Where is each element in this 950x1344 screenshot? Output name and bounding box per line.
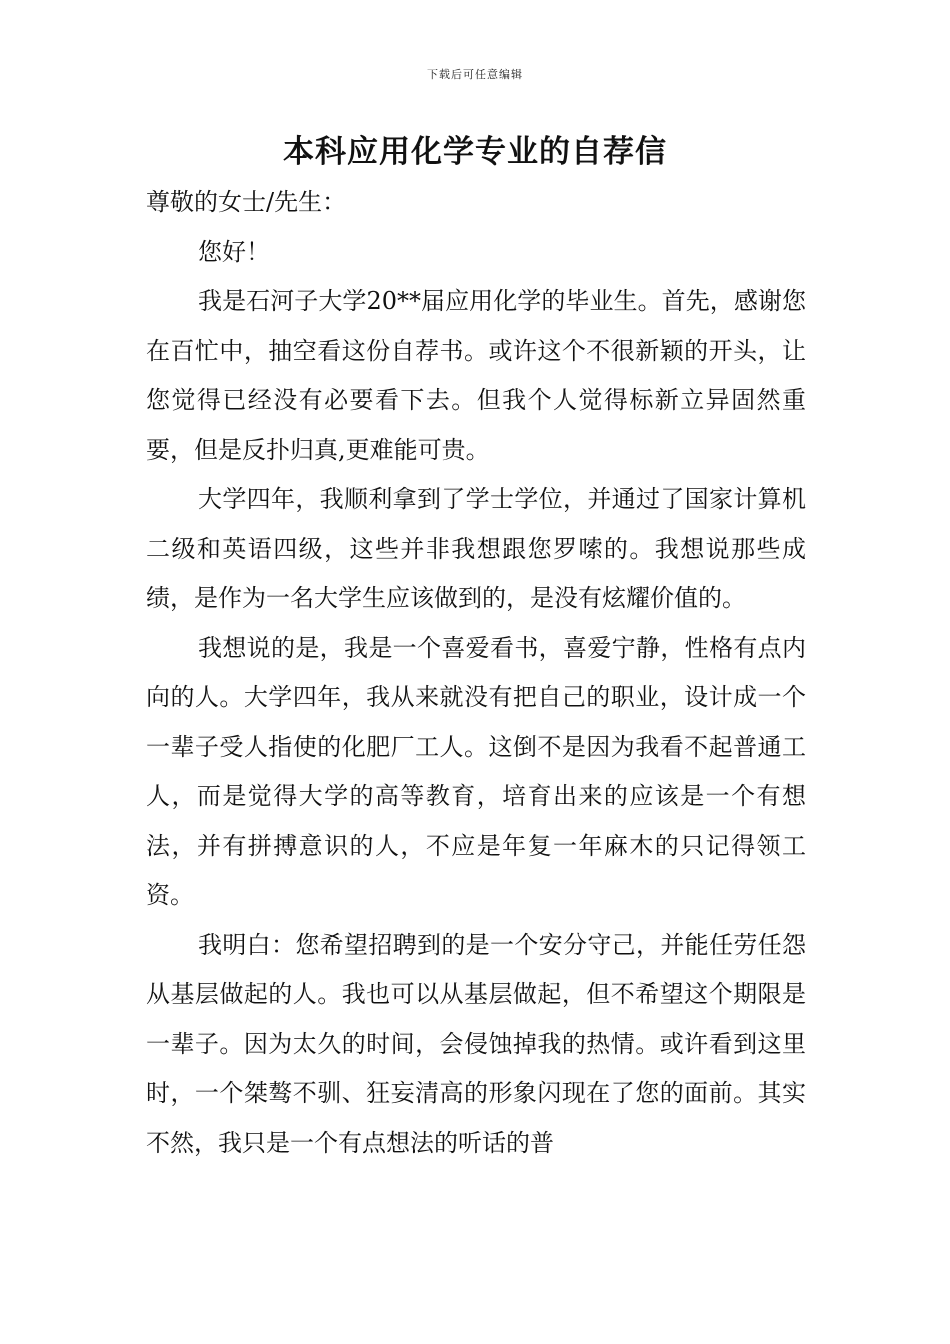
letter-greeting: 您好！ <box>198 237 270 266</box>
letter-paragraph: 大学四年，我顺利拿到了学士学位，并通过了国家计算机二级和英语四级，这些并非我想跟您罗嗦的。我想说那些成绩，是作为一名大学生应该做到的，是没有炫耀价值的。 <box>146 485 806 612</box>
letter-paragraph: 我是石河子大学20**届应用化学的毕业生。首先，感谢您在百忙中，抽空看这份自荐书。或许这个不很新颖的开头，让您觉得已经没有必要看下去。但我个人觉得标新立异固然重要，但是反扑归真,更难能可贵。 <box>146 287 806 464</box>
letter-paragraph: 我想说的是，我是一个喜爱看书，喜爱宁静，性格有点内向的人。大学四年，我从来就没有把自己的职业，设计成一个一辈子受人指使的化肥厂工人。这倒不是因为我看不起普通工人，而是觉得大学的高等教育，培育出来的应该是一个有想法，并有拼搏意识的人，不应是年复一年麻木的只记得领工资。 <box>146 633 806 909</box>
document-title: 本科应用化学专业的自荐信 <box>283 134 667 170</box>
letter-body <box>146 178 806 1168</box>
letter-paragraph: 我明白：您希望招聘到的是一个安分守己，并能任劳任怨从基层做起的人。我也可以从基层做起，但不希望这个期限是一辈子。因为太久的时间，会侵蚀掉我的热情。或许看到这里时，一个桀骜不驯、狂妄清高的形象闪现在了您的面前。其实不然，我只是一个有点想法的听话的普 <box>146 930 806 1157</box>
page-header-note: 下载后可任意编辑 <box>427 68 523 81</box>
letter-salutation: 尊敬的女士/先生： <box>146 188 347 216</box>
